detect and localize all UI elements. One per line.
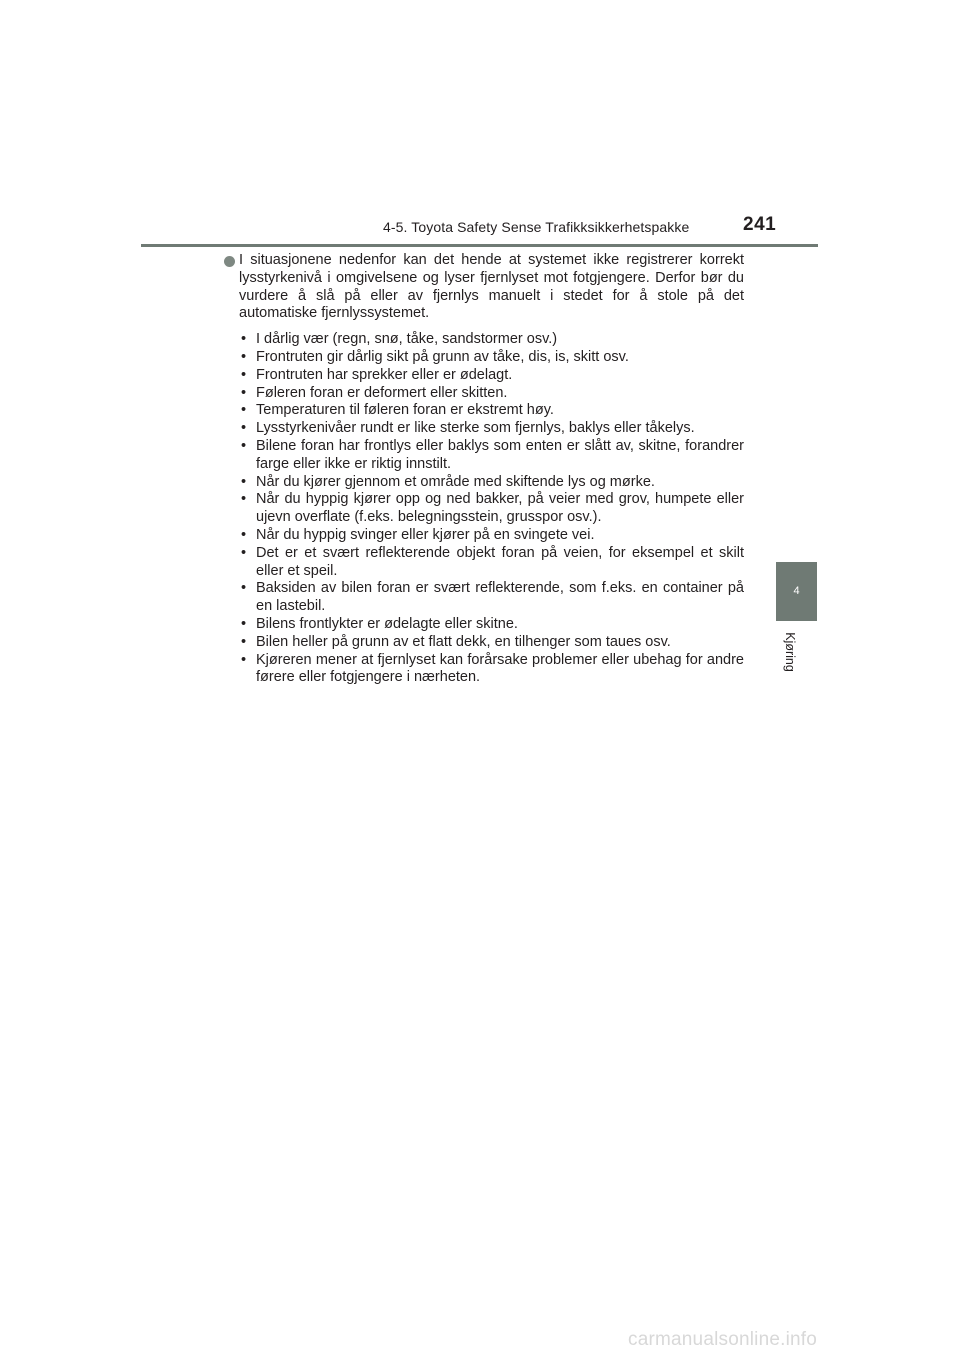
header-divider xyxy=(141,244,818,247)
circle-bullet-icon xyxy=(224,256,235,267)
list-item: • Føleren foran er deformert eller skitten. xyxy=(239,385,744,403)
list-item: • Frontruten gir dårlig sikt på grunn av tåke, dis, is, skitt osv. xyxy=(239,349,744,367)
list-item: • Bilene foran har frontlys eller baklys som enten er slått av, skitne, forandrer farge eller ikke er riktig innstilt. xyxy=(239,438,744,474)
page-number: 241 xyxy=(743,214,777,235)
list-item: • Når du hyppig svinger eller kjører på en svingete vei. xyxy=(239,527,744,545)
list-item: • Når du kjører gjennom et område med skiftende lys og mørke. xyxy=(239,474,744,492)
watermark: carmanualsonline.info xyxy=(628,1329,818,1350)
list-item: • Frontruten har sprekker eller er ødelagt. xyxy=(239,367,744,385)
list-item: • Baksiden av bilen foran er svært reflekterende, som f.eks. en container på en lastebil. xyxy=(239,580,744,616)
intro-paragraph xyxy=(222,252,744,323)
chapter-label: Kjøring xyxy=(783,632,797,672)
list-item: • Kjøreren mener at fjernlyset kan forårsake problemer eller ubehag for andre førere eller fotgjengere i nærheten. xyxy=(239,652,744,688)
list-item: • Temperaturen til føleren foran er ekstremt høy. xyxy=(239,402,744,420)
list-item: • I dårlig vær (regn, snø, tåke, sandstormer osv.) xyxy=(239,331,744,349)
intro-text: I situasjonene nedenfor kan det hende at systemet ikke registrerer korrekt lysstyrkenivå i omgivelsene og lyser fjernlyset mot fotgjengere. Derfor bør du vurdere å slå på eller av fjernlys manuelt i stedet for å stole på det automatiske fjernlyssystemet. xyxy=(239,252,744,322)
condition-list xyxy=(222,331,744,687)
list-item: • Det er et svært reflekterende objekt foran på veien, for eksempel et skilt eller et speil. xyxy=(239,545,744,581)
section-title: 4-5. Toyota Safety Sense Trafikksikkerhetspakke xyxy=(383,219,690,235)
main-content xyxy=(222,252,744,687)
chapter-tab: 4 xyxy=(776,562,817,621)
list-item: • Bilen heller på grunn av et flatt dekk, en tilhenger som taues osv. xyxy=(239,634,744,652)
list-item: • Lysstyrkenivåer rundt er like sterke som fjernlys, baklys eller tåkelys. xyxy=(239,420,744,438)
list-item: • Når du hyppig kjører opp og ned bakker, på veier med grov, humpete eller ujevn overflate (f.eks. belegningsstein, grusspor osv.). xyxy=(239,491,744,527)
list-item: • Bilens frontlykter er ødelagte eller skitne. xyxy=(239,616,744,634)
